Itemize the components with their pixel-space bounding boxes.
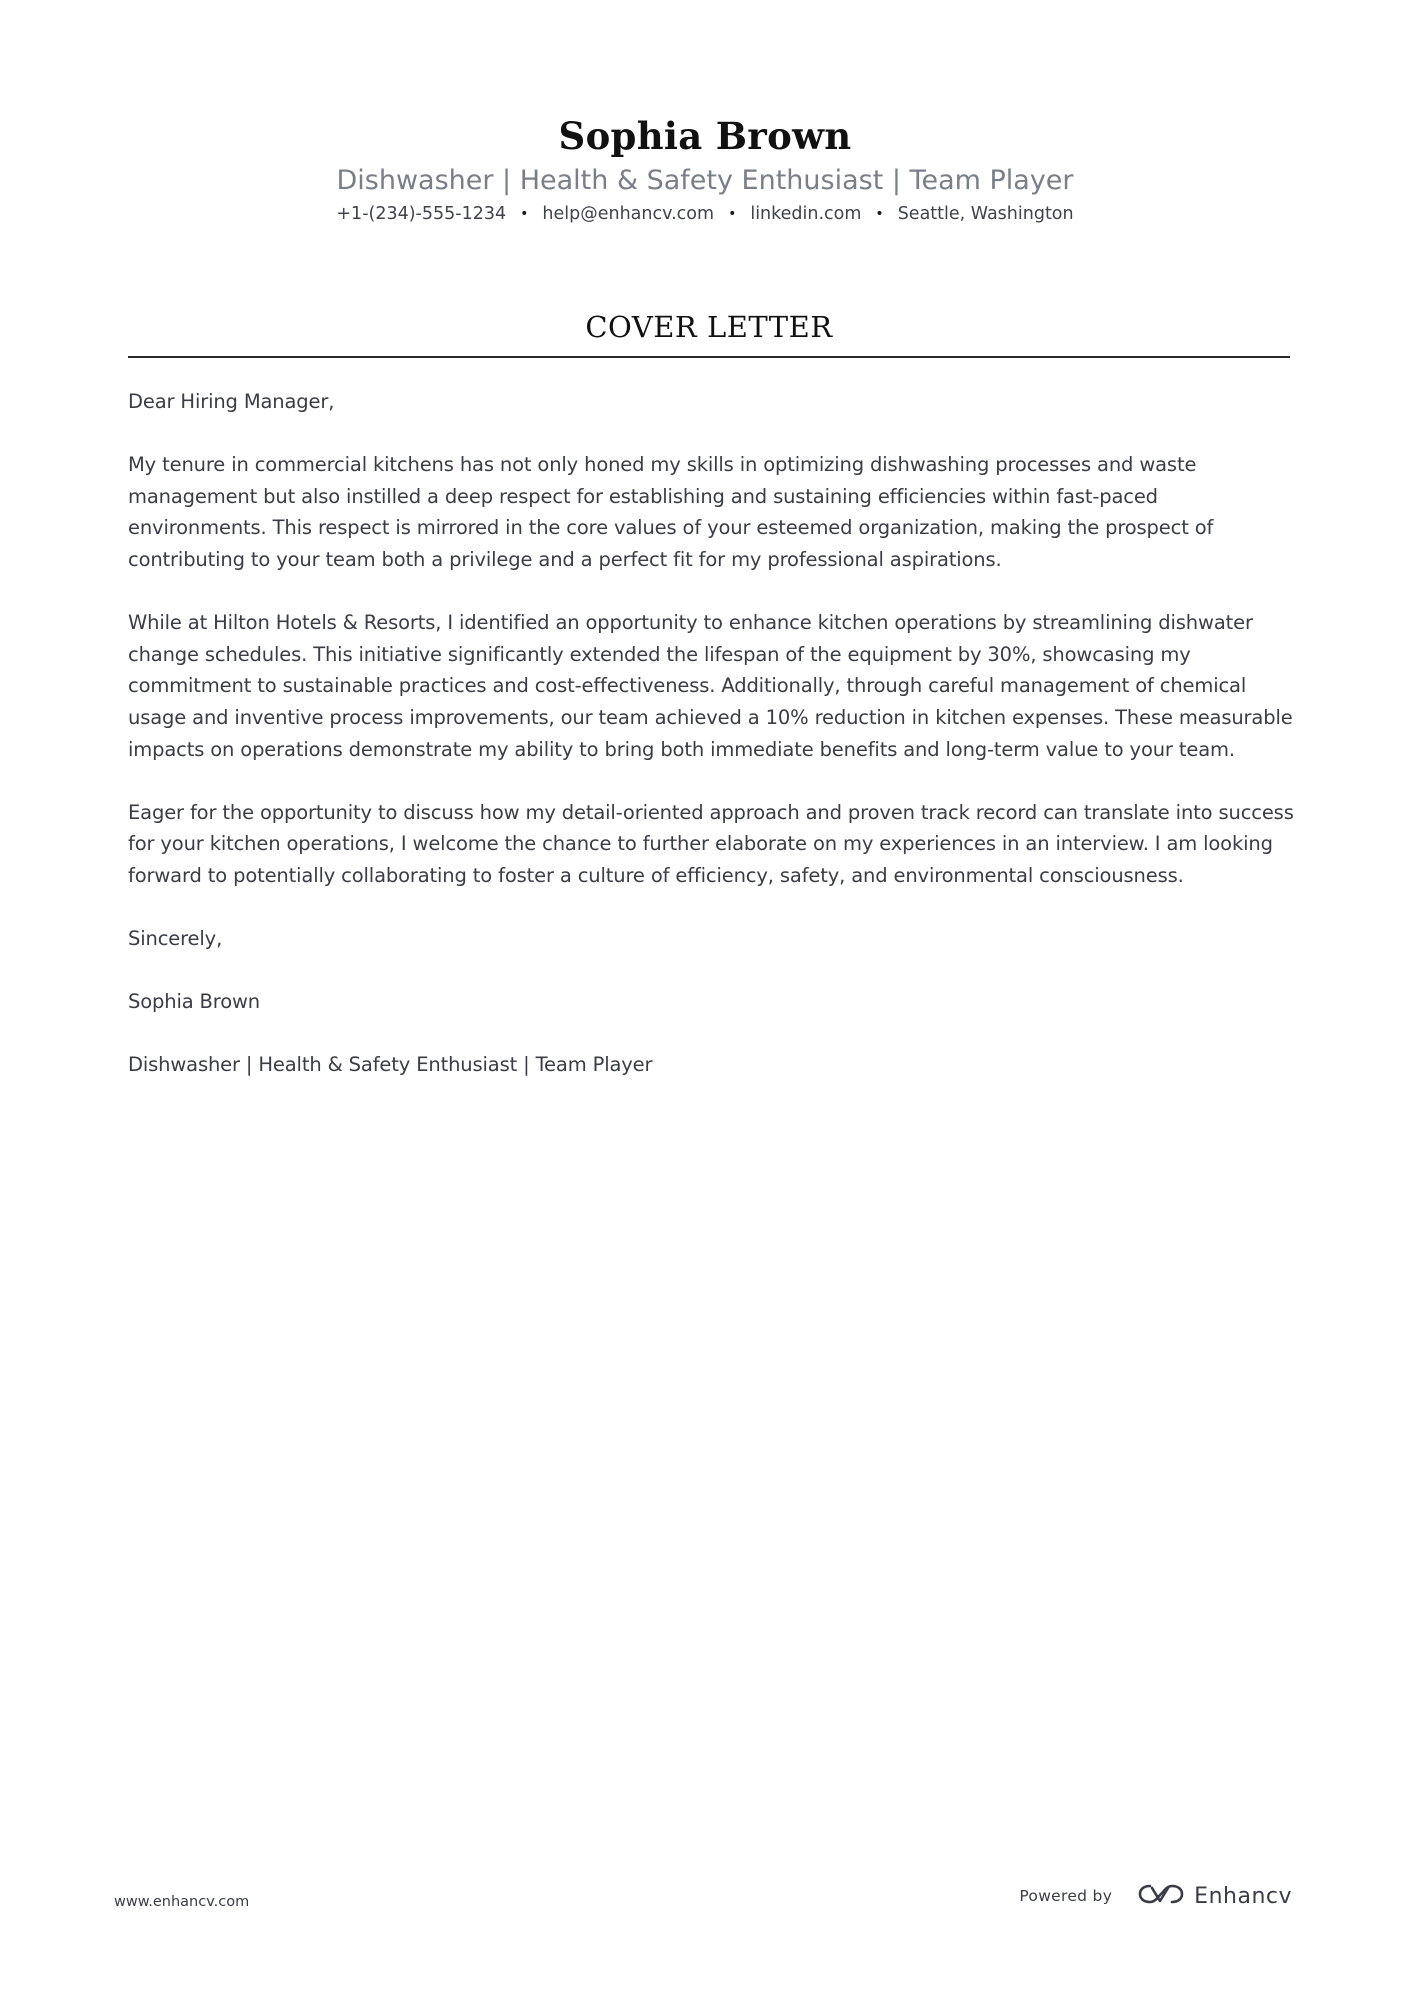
closing: Sincerely, xyxy=(128,927,223,951)
bullet-separator: • xyxy=(520,206,529,222)
letter-paragraph: Eager for the opportunity to discuss how my detail-oriented approach and proven track record can translate into success for your kitchen operations, I welcome the chance to further elaborate on my experiences in an interview. I am looking forward to potentially collaborating to foster a culture of efficiency, safety, and environmental consciousness. xyxy=(128,800,1294,887)
contact-line xyxy=(0,202,1410,227)
candidate-name: Sophia Brown xyxy=(558,114,852,158)
letter-header xyxy=(0,112,1410,227)
enhancv-logo xyxy=(1138,1882,1292,1910)
powered-by-label: Powered by xyxy=(1019,1887,1113,1905)
contact-location: Seattle, Washington xyxy=(897,204,1074,224)
letter-paragraph: While at Hilton Hotels & Resorts, I identified an opportunity to enhance kitchen operations by streamlining dishwater change schedules. This initiative significantly extended the lifespan of the equipment by 30%, showcasing my commitment to sustainable practices and cost-effectiveness. Additionally, through careful management of chemical usage and inventive process improvements, our team achieved a 10% reduction in kitchen expenses. These measurable impacts on operations demonstrate my ability to bring both immediate benefits and long-term value to your team. xyxy=(128,611,1293,761)
signature-name: Sophia Brown xyxy=(128,990,261,1014)
section-title: COVER LETTER xyxy=(585,310,833,344)
letter-body xyxy=(128,386,1294,1113)
powered-by-badge[interactable] xyxy=(1019,1882,1292,1910)
bullet-separator: • xyxy=(875,206,884,222)
bullet-separator: • xyxy=(728,206,737,222)
signature-title: Dishwasher | Health & Safety Enthusiast | Team Player xyxy=(128,1053,653,1077)
salutation: Dear Hiring Manager, xyxy=(128,390,335,413)
enhancv-logo-icon xyxy=(1138,1882,1184,1910)
contact-linkedin: linkedin.com xyxy=(750,204,862,224)
footer-website[interactable]: www.enhancv.com xyxy=(114,1894,250,1910)
letter-paragraph: My tenure in commercial kitchens has not only honed my skills in optimizing dishwashing processes and waste management but also instilled a deep respect for establishing and sustaining efficiencies within fast-paced environments. This respect is mirrored in the core values of your esteemed organization, making the prospect of contributing to your team both a privilege and a perfect fit for my professional aspirations. xyxy=(128,453,1214,571)
contact-email: help@enhancv.com xyxy=(542,204,715,224)
brand-name: Enhancv xyxy=(1194,1883,1292,1909)
candidate-headline: Dishwasher | Health & Safety Enthusiast | Team Player xyxy=(336,165,1074,196)
section-divider xyxy=(128,356,1290,358)
contact-phone: +1-(234)-555-1234 xyxy=(336,204,507,224)
